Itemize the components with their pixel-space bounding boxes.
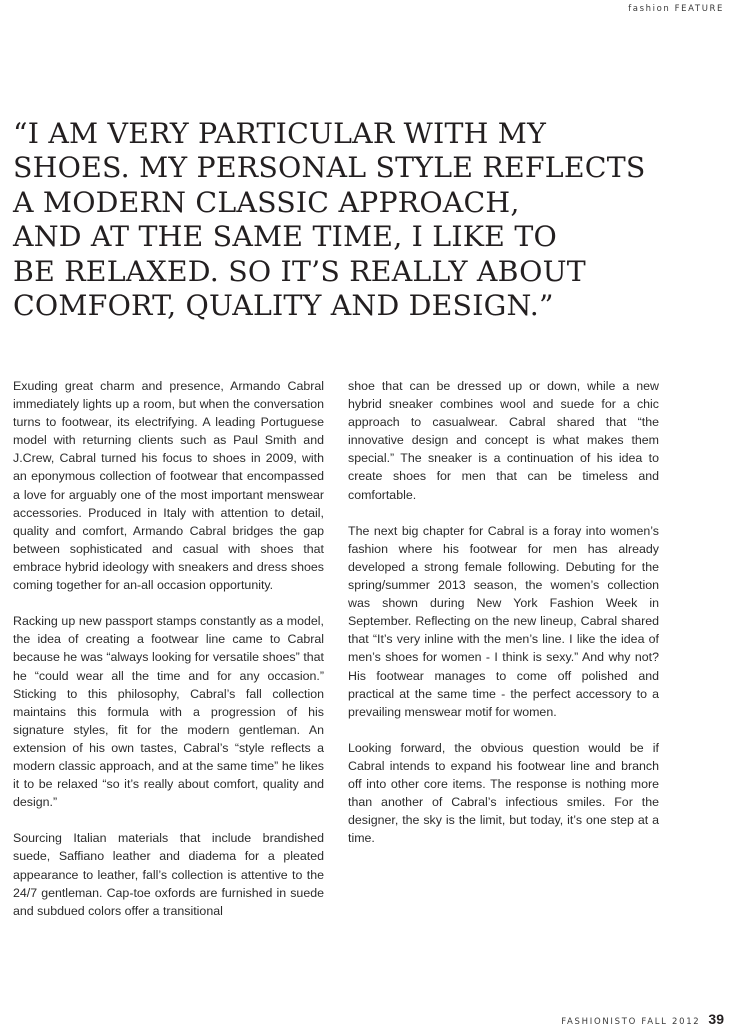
body-column-right <box>348 377 659 847</box>
pull-quote <box>13 117 713 323</box>
pull-quote-line: A MODERN CLASSIC APPROACH, <box>13 185 520 219</box>
publication-label: FASHIONISTO FALL 2012 <box>561 1017 701 1027</box>
pull-quote-line: SHOES. MY PERSONAL STYLE REFLECTS <box>13 151 646 185</box>
page-footer <box>561 1011 724 1027</box>
section-tag: fashion FEATURE <box>628 4 724 14</box>
pull-quote-line: AND AT THE SAME TIME, I LIKE TO <box>13 220 557 254</box>
body-paragraph: Exuding great charm and presence, Armando Cabral immediately lights up a room, but when the conversation turns to footwear, its electrifying. A leading Portuguese model with returning clients such as Paul Smith and J.Crew, Cabral turned his focus to shoes in 2009, with an eponymous collection of footwear that encompassed a love for arguably one of the most important menswear accessories. Produced in Italy with attention to detail, quality and comfort, Armando Cabral bridges the gap between sophisticated and casual with shoes that embrace hybrid ideology with sneakers and dress shoes coming together for an-all occasion opportunity. <box>13 379 324 593</box>
page-number: 39 <box>708 1011 724 1027</box>
pull-quote-line: “I AM VERY PARTICULAR WITH MY <box>13 117 547 150</box>
body-paragraph: The next big chapter for Cabral is a foray into women’s fashion where his footwear for men has already developed a strong female following. Debuting for the spring/summer 2013 season, the women’s collection was shown during New York Fashion Week in September. Reflecting on the new lineup, Cabral shared that “It’s very inline with the men’s line. I like the idea of men’s shoes for women - I think is sexy.” And why not? His footwear manages to come off polished and practical at the same time - the perfect accessory to a prevailing menswear motif for women. <box>348 523 659 719</box>
pull-quote-line: BE RELAXED. SO IT’S REALLY ABOUT <box>13 254 586 288</box>
body-paragraph: shoe that can be dressed up or down, while a new hybrid sneaker combines wool and suede for a chic approach to casualwear. Cabral shared that “the innovative design and concept is what makes them special.” The sneaker is a continuation of his idea to create shoes for men that can be timeless and comfortable. <box>348 379 659 502</box>
body-column-left <box>13 377 324 920</box>
body-paragraph: Sourcing Italian materials that include brandished suede, Saffiano leather and diadema for a pleated appearance to leather, fall’s collection is attentive to the 24/7 gentleman. Cap-toe oxfords are furnished in suede and subdued colors offer a transitional <box>13 831 324 918</box>
body-paragraph: Racking up new passport stamps constantly as a model, the idea of creating a footwear line came to Cabral because he was “always looking for versatile shoes” that he “could wear all the time and for any occasion.” Sticking to this philosophy, Cabral’s fall collection maintains this formula with a progression of his signature styles, fit for the modern gentleman. An extension of his own tastes, Cabral’s “style reflects a modern classic approach, and at the same time” he likes it to be relaxed “so it’s really about comfort, quality and design.” <box>13 614 324 810</box>
pull-quote-line: COMFORT, QUALITY AND DESIGN.” <box>13 289 554 323</box>
body-paragraph: Looking forward, the obvious question would be if Cabral intends to expand his footwear line and branch off into other core items. The response is nothing more than another of Cabral’s infectious smiles. For the designer, the sky is the limit, but today, it’s one step at a time. <box>348 740 659 846</box>
